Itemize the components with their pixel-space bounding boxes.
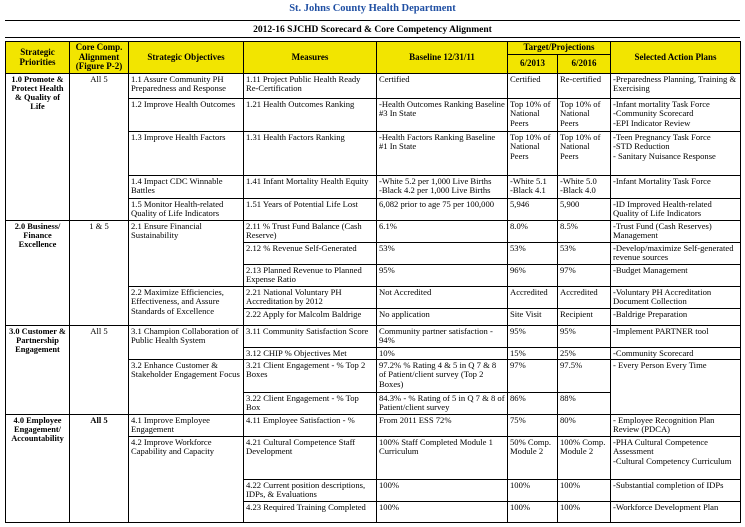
baseline-cell: From 2011 ESS 72%: [377, 415, 508, 437]
baseline-cell: 100% Staff Completed Module 1 Curriculum: [377, 437, 508, 480]
col-header-objectives: Strategic Objectives: [129, 42, 244, 74]
action-cell: -Trust Fund (Cash Reserves) Management: [611, 221, 741, 243]
target-2013-cell: -White 5.1 -Black 4.1: [508, 176, 558, 199]
baseline-cell: -Health Outcomes Ranking Baseline #3 In State: [377, 99, 508, 132]
organization-title: St. Johns County Health Department: [289, 3, 456, 14]
baseline-cell: 53%: [377, 243, 508, 265]
target-2016-cell: 53%: [558, 243, 611, 265]
baseline-cell: -Health Factors Ranking Baseline #1 In State: [377, 132, 508, 176]
action-cell: -Baldrige Preparation: [611, 309, 741, 326]
core-cell: All 5: [70, 74, 129, 221]
col-header-2016: 6/2016: [558, 55, 611, 74]
target-2016-cell: 95%: [558, 326, 611, 348]
target-2013-cell: Site Visit: [508, 309, 558, 326]
action-cell: -ID Improved Health-related Quality of Life Indicators: [611, 199, 741, 221]
measure-cell: 3.12 CHIP % Objectives Met: [244, 347, 377, 359]
action-cell: -Preparedness Planning, Training & Exercising: [611, 74, 741, 99]
target-2013-cell: 100%: [508, 502, 558, 523]
action-cell: -Infant mortality Task Force -Community Scorecard -EPI Indicator Review: [611, 99, 741, 132]
target-2016-cell: Top 10% of National Peers: [558, 132, 611, 176]
measure-cell: 1.51 Years of Potential Life Lost: [244, 199, 377, 221]
measure-cell: 1.11 Project Public Health Ready Re-Certification: [244, 74, 377, 99]
measure-cell: 1.31 Health Factors Ranking: [244, 132, 377, 176]
col-header-actions: Selected Action Plans: [611, 42, 741, 74]
measure-cell: 2.12 % Revenue Self-Generated: [244, 243, 377, 265]
col-header-priorities: Strategic Priorities: [6, 42, 70, 74]
measure-cell: 4.21 Cultural Competence Staff Development: [244, 437, 377, 480]
target-2013-cell: 95%: [508, 326, 558, 348]
baseline-cell: 10%: [377, 347, 508, 359]
target-2013-cell: Accredited: [508, 287, 558, 309]
measure-cell: 4.23 Required Training Completed: [244, 502, 377, 523]
measure-cell: 2.13 Planned Revenue to Planned Expense Ratio: [244, 265, 377, 287]
objective-cell: 1.4 Impact CDC Winnable Battles: [129, 176, 244, 199]
baseline-cell: No application: [377, 309, 508, 326]
target-2013-cell: Top 10% of National Peers: [508, 132, 558, 176]
target-2016-cell: 88%: [558, 393, 611, 415]
target-2013-cell: 5,946: [508, 199, 558, 221]
col-header-target: Target/Projections: [508, 42, 611, 55]
core-cell: 1 & 5: [70, 221, 129, 326]
target-2013-cell: 50% Comp. Module 2: [508, 437, 558, 480]
measure-cell: 4.11 Employee Satisfaction - %: [244, 415, 377, 437]
col-header-baseline: Baseline 12/31/11: [377, 42, 508, 74]
core-cell: All 5: [70, 415, 129, 523]
action-cell: -Substantial completion of IDPs: [611, 480, 741, 502]
objective-cell: 2.1 Ensure Financial Sustainability: [129, 221, 244, 287]
objective-cell: 4.1 Improve Employee Engagement: [129, 415, 244, 437]
target-2016-cell: 80%: [558, 415, 611, 437]
action-cell: -Infant Mortality Task Force: [611, 176, 741, 199]
target-2016-cell: 97.5%: [558, 360, 611, 393]
baseline-cell: -White 5.2 per 1,000 Live Births -Black 4.2 per 1,000 Live Births: [377, 176, 508, 199]
priority-cell: 2.0 Business/ Finance Excellence: [6, 221, 70, 326]
baseline-cell: 6,082 prior to age 75 per 100,000: [377, 199, 508, 221]
action-cell: -Develop/maximize Self-generated revenue sources: [611, 243, 741, 265]
target-2016-cell: 100%: [558, 502, 611, 523]
measure-cell: 1.41 Infant Mortality Health Equity: [244, 176, 377, 199]
core-cell: All 5: [70, 326, 129, 415]
measure-cell: 1.21 Health Outcomes Ranking: [244, 99, 377, 132]
target-2016-cell: Top 10% of National Peers: [558, 99, 611, 132]
baseline-cell: 97.2% % Rating 4 & 5 in Q 7 & 8 of Patient/client survey (Top 2 Boxes): [377, 360, 508, 393]
action-cell: -Voluntary PH Accreditation Document Collection: [611, 287, 741, 309]
measure-cell: 2.21 National Voluntary PH Accreditation by 2012: [244, 287, 377, 309]
priority-cell: 4.0 Employee Engagement/ Accountability: [6, 415, 70, 523]
objective-cell: 1.1 Assure Community PH Preparedness and Response: [129, 74, 244, 99]
document-title: 2012-16 SJCHD Scorecard & Core Competency Alignment: [253, 25, 492, 35]
priority-cell: 3.0 Customer & Partnership Engagement: [6, 326, 70, 415]
measure-cell: 3.11 Community Satisfaction Score: [244, 326, 377, 348]
baseline-cell: 84.3% - % Rating of 5 in Q 7 & 8 of Patient/client survey: [377, 393, 508, 415]
baseline-cell: Certified: [377, 74, 508, 99]
action-cell: -Implement PARTNER tool: [611, 326, 741, 348]
objective-cell: 1.5 Monitor Health-related Quality of Life Indicators: [129, 199, 244, 221]
target-2013-cell: 86%: [508, 393, 558, 415]
target-2016-cell: 97%: [558, 265, 611, 287]
baseline-cell: Community partner satisfaction - 94%: [377, 326, 508, 348]
scorecard-table: [5, 41, 741, 523]
table-row: [6, 326, 741, 348]
target-2013-cell: Top 10% of National Peers: [508, 99, 558, 132]
baseline-cell: 100%: [377, 480, 508, 502]
target-2013-cell: Certified: [508, 74, 558, 99]
action-cell: - Every Person Every Time: [611, 360, 741, 415]
target-2016-cell: Recipient: [558, 309, 611, 326]
measure-cell: 3.22 Client Engagement - % Top Box: [244, 393, 377, 415]
objective-cell: 3.2 Enhance Customer & Stakeholder Engagement Focus: [129, 360, 244, 415]
target-2013-cell: 15%: [508, 347, 558, 359]
baseline-cell: 95%: [377, 265, 508, 287]
target-2016-cell: 25%: [558, 347, 611, 359]
target-2016-cell: Accredited: [558, 287, 611, 309]
objective-cell: 4.2 Improve Workforce Capability and Capacity: [129, 437, 244, 523]
action-cell: -Teen Pregnancy Task Force -STD Reduction - Sanitary Nuisance Response: [611, 132, 741, 176]
action-cell: -PHA Cultural Competence Assessment -Cultural Competency Curriculum: [611, 437, 741, 480]
baseline-cell: Not Accredited: [377, 287, 508, 309]
baseline-cell: 6.1%: [377, 221, 508, 243]
measure-cell: 3.21 Client Engagement - % Top 2 Boxes: [244, 360, 377, 393]
action-cell: -Workforce Development Plan: [611, 502, 741, 523]
divider: [5, 37, 740, 38]
target-2013-cell: 53%: [508, 243, 558, 265]
target-2016-cell: 100%: [558, 480, 611, 502]
target-2013-cell: 8.0%: [508, 221, 558, 243]
objective-cell: 1.3 Improve Health Factors: [129, 132, 244, 176]
target-2016-cell: 8.5%: [558, 221, 611, 243]
target-2013-cell: 75%: [508, 415, 558, 437]
objective-cell: 2.2 Maximize Efficiencies, Effectiveness, and Assure Standards of Excellence: [129, 287, 244, 326]
header-row: [6, 42, 741, 55]
target-2016-cell: 100% Comp. Module 2: [558, 437, 611, 480]
target-2013-cell: 96%: [508, 265, 558, 287]
divider: [5, 20, 740, 21]
action-cell: -Budget Management: [611, 265, 741, 287]
priority-cell: 1.0 Promote & Protect Health & Quality of Life: [6, 74, 70, 221]
target-2013-cell: 97%: [508, 360, 558, 393]
target-2013-cell: 100%: [508, 480, 558, 502]
col-header-core: Core Comp. Alignment (Figure P-2): [70, 42, 129, 74]
table-row: [6, 415, 741, 437]
measure-cell: 2.11 % Trust Fund Balance (Cash Reserve): [244, 221, 377, 243]
target-2016-cell: Re-certified: [558, 74, 611, 99]
objective-cell: 1.2 Improve Health Outcomes: [129, 99, 244, 132]
action-cell: -Community Scorecard: [611, 347, 741, 359]
target-2016-cell: 5,900: [558, 199, 611, 221]
measure-cell: 4.22 Current position descriptions, IDPs, & Evaluations: [244, 480, 377, 502]
measure-cell: 2.22 Apply for Malcolm Baldrige: [244, 309, 377, 326]
table-row: [6, 74, 741, 99]
col-header-measures: Measures: [244, 42, 377, 74]
col-header-2013: 6/2013: [508, 55, 558, 74]
target-2016-cell: -White 5.0 -Black 4.0: [558, 176, 611, 199]
table-row: [6, 221, 741, 243]
action-cell: - Employee Recognition Plan Review (PDCA): [611, 415, 741, 437]
objective-cell: 3.1 Champion Collaboration of Public Health System: [129, 326, 244, 360]
baseline-cell: 100%: [377, 502, 508, 523]
